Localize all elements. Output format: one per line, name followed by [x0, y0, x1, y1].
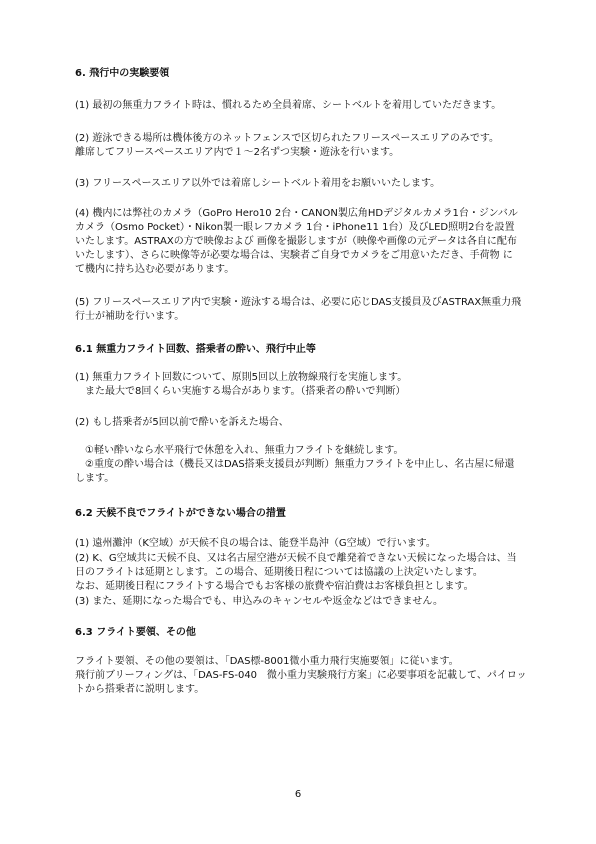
page-number: 6: [294, 789, 302, 800]
text-line: (5) フリースペースエリア内で実験・遊泳する場合は、必要に応じDAS支援員及びASTRAX無重力飛: [75, 297, 522, 308]
text-line: (1) 最初の無重力フライト時は、慣れるため全員着席、シートベルトを着用していただきます。: [75, 100, 502, 111]
text-line: (3) フリースペースエリア以外では着席しシートベルト着用をお願いいたします。: [75, 178, 441, 189]
text-line: (2) 遊泳できる場所は機体後方のネットフェンスで区切られたフリースペースエリアのみです。: [75, 133, 500, 144]
text-line: (1) 無重力フライト回数について、原則5回以上放物線飛行を実施します。: [75, 372, 408, 383]
text-line: フライト要領、その他の要領は、「DAS標-8001微小重力飛行実施要領」に従います。: [75, 656, 459, 667]
text-line: します。: [75, 473, 115, 484]
text-line: 行士が補助を行います。: [75, 311, 185, 322]
text-line: ②重度の酔い場合は（機長又はDAS搭乗支援員が判断）無重力フライトを中止し、名古屋に帰還: [75, 459, 515, 470]
text-line: なお、延期後日程にフライトする場合でもお客様の旅費や宿泊費はお客様負担とします。: [75, 581, 474, 592]
section-heading: 6.1 無重力フライト回数、搭乗者の酔い、飛行中止等: [75, 344, 316, 355]
text-line: いたします）、さらに映像等が必要な場合は、実験者ご自身でカメラをご用意いただき、手荷物 に: [75, 250, 513, 261]
text-line: (3) また、延期になった場合でも、申込みのキャンセルや返金などはできません。: [75, 596, 443, 607]
section-heading: 6. 飛行中の実験要領: [75, 68, 170, 79]
text-line: (4) 機内には弊社のカメラ（GoPro Hero10 2台・CANON製広角HDデジタルカメラ1台・ジンバル: [75, 208, 518, 219]
text-line: トから搭乗者に説明します。: [75, 684, 205, 695]
text-line: カメラ（Osmo Pocket）・Nikon製一眼レフカメラ 1台・iPhone11 1台）及びLED照明2台を設置: [75, 222, 515, 233]
text-line: (1) 遠州灘沖（K空域）が天候不良の場合は、能登半島沖（G空域）で行います。: [75, 538, 436, 549]
text-line: て機内に持ち込む必要があります。: [75, 264, 235, 275]
text-line: (2) K、G空域共に天候不良、又は名古屋空港が天候不良で離発着できない天候になった場合は、当: [75, 553, 517, 564]
section-heading: 6.3 フライト要領、その他: [75, 627, 196, 638]
text-line: 飛行前ブリーフィングは、「DAS-FS-040 微小重力実験飛行方案」に必要事項を記載して、パイロッ: [75, 670, 527, 681]
text-line: 日のフライトは延期とします。この場合、延期後日程については協議の上決定いたします。: [75, 567, 483, 578]
section-heading: 6.2 天候不良でフライトができない場合の措置: [75, 508, 286, 519]
text-line: いたします。ASTRAXの方で映像および 画像を撮影しますが（映像や画像の元データは各自に配布: [75, 236, 517, 247]
text-line: ①軽い酔いなら水平飛行で休憩を入れ、無重力フライトを継続します。: [75, 445, 404, 456]
text-line: また最大で8回くらい実施する場合があります。（搭乗者の酔いで判断）: [75, 386, 406, 397]
text-line: (2) もし搭乗者が5回以前で酔いを訴えた場合、: [75, 417, 289, 428]
text-line: 離席してフリースペースエリア内で１〜2名ずつ実験・遊泳を行います。: [75, 147, 400, 158]
